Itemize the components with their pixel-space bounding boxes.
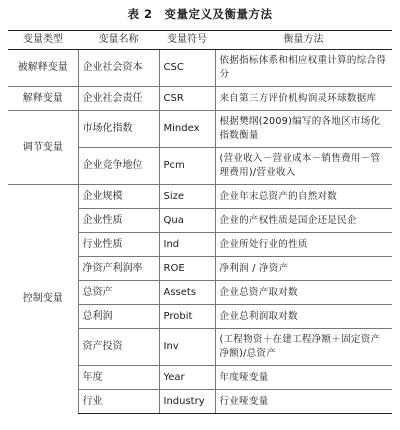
measurement-cell: 企业总利润取对数 — [215, 305, 392, 329]
variable-name-cell: 企业性质 — [78, 209, 159, 233]
table-title: 表 2 变量定义及衡量方法 — [127, 7, 273, 21]
measurement-cell: (工程物资＋在建工程净额＋固定资产净额)/总资产 — [215, 329, 392, 366]
variable-name-cell: 企业规模 — [78, 185, 159, 209]
category-cell: 被解释变量 — [17, 62, 68, 73]
variable-name-cell: 企业社会资本 — [78, 50, 159, 87]
variable-symbol-cell: Assets — [159, 281, 215, 305]
variable-name-cell: 行业 — [78, 390, 159, 414]
measurement-cell: 企业的产权性质是国企还是民企 — [215, 209, 392, 233]
measurement-cell: 行业哑变量 — [215, 390, 392, 414]
measurement-cell: 来自第三方评价机构润灵环球数据库 — [215, 87, 392, 111]
variable-name-cell: 总利润 — [78, 305, 159, 329]
variable-symbol-cell: Probit — [159, 305, 215, 329]
category-cell: 调节变量 — [8, 111, 78, 185]
measurement-cell: 根据樊纲(2009)编写的各地区市场化指数衡量 — [215, 111, 392, 148]
table-row — [8, 87, 392, 111]
variable-symbol-cell: Year — [159, 366, 215, 390]
measurement-cell: (营业收入－营业成本－销售费用－管理费用)/营业收入 — [215, 148, 392, 185]
variable-symbol-cell: Size — [159, 185, 215, 209]
variable-symbol-cell: Pcm — [159, 148, 215, 185]
variable-definition-table — [8, 30, 392, 414]
variable-name-cell: 企业竞争地位 — [78, 148, 159, 185]
variable-symbol-cell: ROE — [159, 257, 215, 281]
measurement-cell: 企业所处行业的性质 — [215, 233, 392, 257]
variable-symbol-cell: CSC — [159, 50, 215, 87]
variable-name-cell: 年度 — [78, 366, 159, 390]
variable-symbol-cell: CSR — [159, 87, 215, 111]
table-row — [8, 50, 392, 87]
variable-symbol-cell: Ind — [159, 233, 215, 257]
variable-symbol-cell: Inv — [159, 329, 215, 366]
variable-name-cell: 行业性质 — [78, 233, 159, 257]
measurement-cell: 净利润 / 净资产 — [215, 257, 392, 281]
variable-name-cell: 企业社会责任 — [78, 87, 159, 111]
variable-name-cell: 净资产利润率 — [78, 257, 159, 281]
table-row — [8, 185, 392, 209]
header-variable-symbol: 变量符号 — [159, 31, 215, 50]
category-cell: 控制变量 — [8, 185, 78, 414]
header-variable-name: 变量名称 — [78, 31, 159, 50]
variable-name-cell: 总资产 — [78, 281, 159, 305]
measurement-cell: 年度哑变量 — [215, 366, 392, 390]
measurement-cell: 企业总资产取对数 — [215, 281, 392, 305]
variable-name-cell: 资产投资 — [78, 329, 159, 366]
header-variable-type: 变量类型 — [8, 31, 78, 50]
header-row — [8, 31, 392, 50]
variable-name-cell: 市场化指数 — [78, 111, 159, 148]
category-cell: 解释变量 — [8, 87, 78, 111]
variable-symbol-cell: Mindex — [159, 111, 215, 148]
header-measurement: 衡量方法 — [215, 31, 392, 50]
variable-symbol-cell: Qua — [159, 209, 215, 233]
table-row — [8, 111, 392, 148]
variable-symbol-cell: Industry — [159, 390, 215, 414]
measurement-cell: 企业年末总资产的自然对数 — [215, 185, 392, 209]
measurement-cell: 依据指标体系和相应权重计算的综合得分 — [215, 50, 392, 87]
